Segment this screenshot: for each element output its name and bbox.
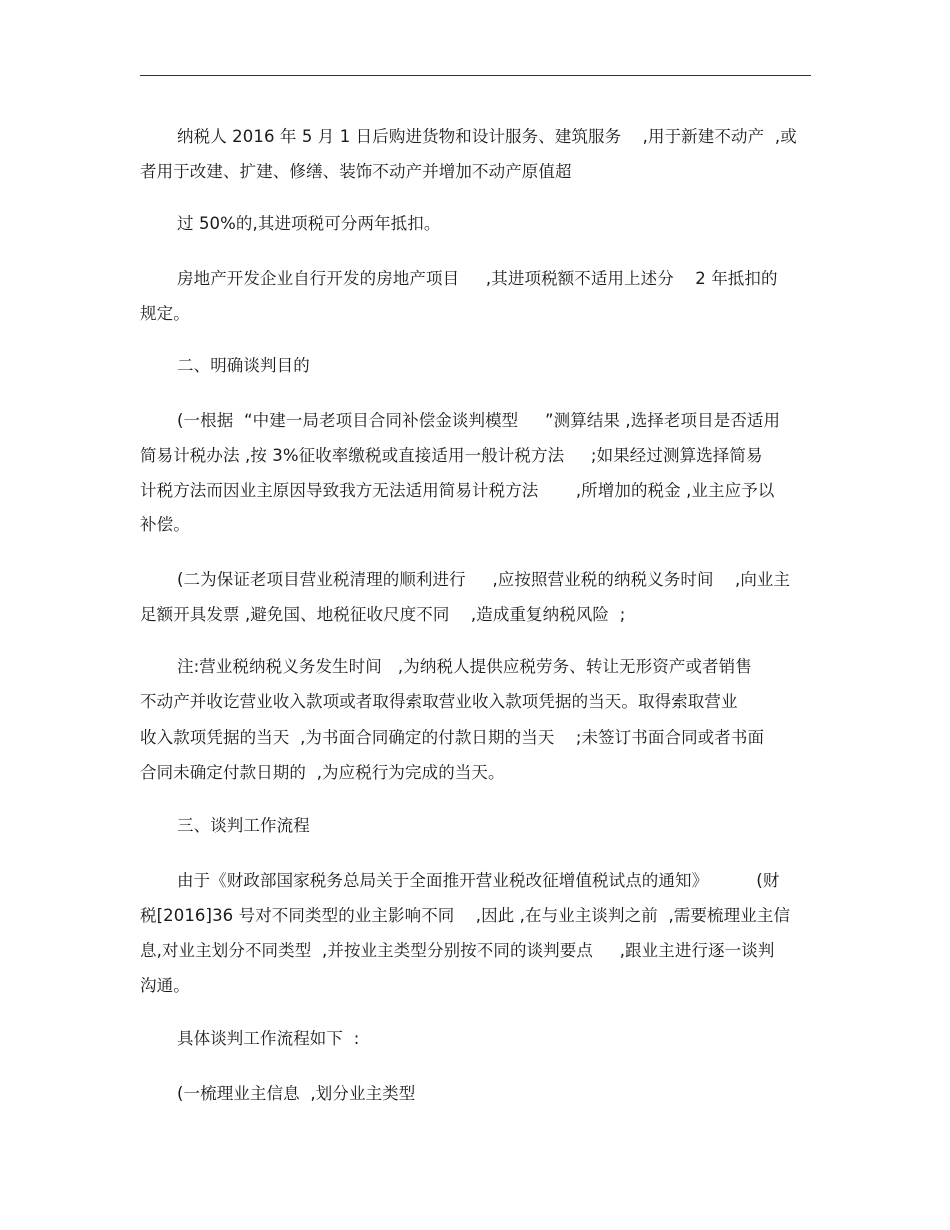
header-rule [140,75,811,76]
note-line-1: 注:营业税纳税义务发生时间 ,为纳税人提供应税劳务、转让无形资产或者销售 [177,657,752,676]
paragraph-1-line-2: 者用于改建、扩建、修缮、装饰不动产并增加不动产原值超 [140,162,572,181]
paragraph-item-1-line-4: 补偿。 [140,515,190,534]
note-line-3: 收入款项凭据的当天 ,为书面合同确定的付款日期的当天 ;未签订书面合同或者书面 [140,728,765,747]
workflow-intro: 具体谈判工作流程如下 : [177,1029,360,1048]
paragraph-2-line-1: 过 50%的,其进项税可分两年抵扣。 [177,214,441,233]
note-line-2: 不动产并收讫营业收入款项或者取得索取营业收入款项凭据的当天。取得索取营业 [140,692,738,711]
paragraph-item-1-line-1: (一根据 “中建一局老项目合同补偿金谈判模型 ”测算结果 ,选择老项目是否适用 [177,411,781,430]
paragraph-3-line-1: 房地产开发企业自行开发的房地产项目 ,其进项税额不适用上述分 2 年抵扣的 [177,269,778,288]
paragraph-item-2-line-1: (二为保证老项目营业税清理的顺利进行 ,应按照营业税的纳税义务时间 ,向业主 [177,570,791,589]
paragraph-item-2-line-2: 足额开具发票 ,避免国、地税征收尺度不同 ,造成重复纳税风险 ; [140,605,626,624]
section-heading-2: 二、明确谈判目的 [177,356,310,375]
paragraph-notice-line-4: 沟通。 [140,976,190,995]
section-heading-3: 三、谈判工作流程 [177,816,310,835]
workflow-step-1: (一梳理业主信息 ,划分业主类型 [177,1084,416,1103]
paragraph-item-1-line-2: 简易计税办法 ,按 3%征收率缴税或直接适用一般计税方法 ;如果经过测算选择简易 [140,446,763,465]
note-line-4: 合同未确定付款日期的 ,为应税行为完成的当天。 [140,763,505,782]
paragraph-3-line-2: 规定。 [140,304,190,323]
paragraph-item-1-line-3: 计税方法而因业主原因导致我方无法适用简易计税方法 ,所增加的税金 ,业主应予以 [140,481,775,500]
paragraph-notice-line-1: 由于《财政部国家税务总局关于全面推开营业税改征增值税试点的通知》 (财 [177,871,780,890]
paragraph-notice-line-3: 息,对业主划分不同类型 ,并按业主类型分别按不同的谈判要点 ,跟业主进行逐一谈判 [140,941,775,960]
paragraph-notice-line-2: 税[2016]36 号对不同类型的业主影响不同 ,因此 ,在与业主谈判之前 ,需要梳理业主信 [140,906,791,925]
paragraph-1-line-1: 纳税人 2016 年 5 月 1 日后购进货物和设计服务、建筑服务 ,用于新建不动产 ,或 [177,127,797,146]
